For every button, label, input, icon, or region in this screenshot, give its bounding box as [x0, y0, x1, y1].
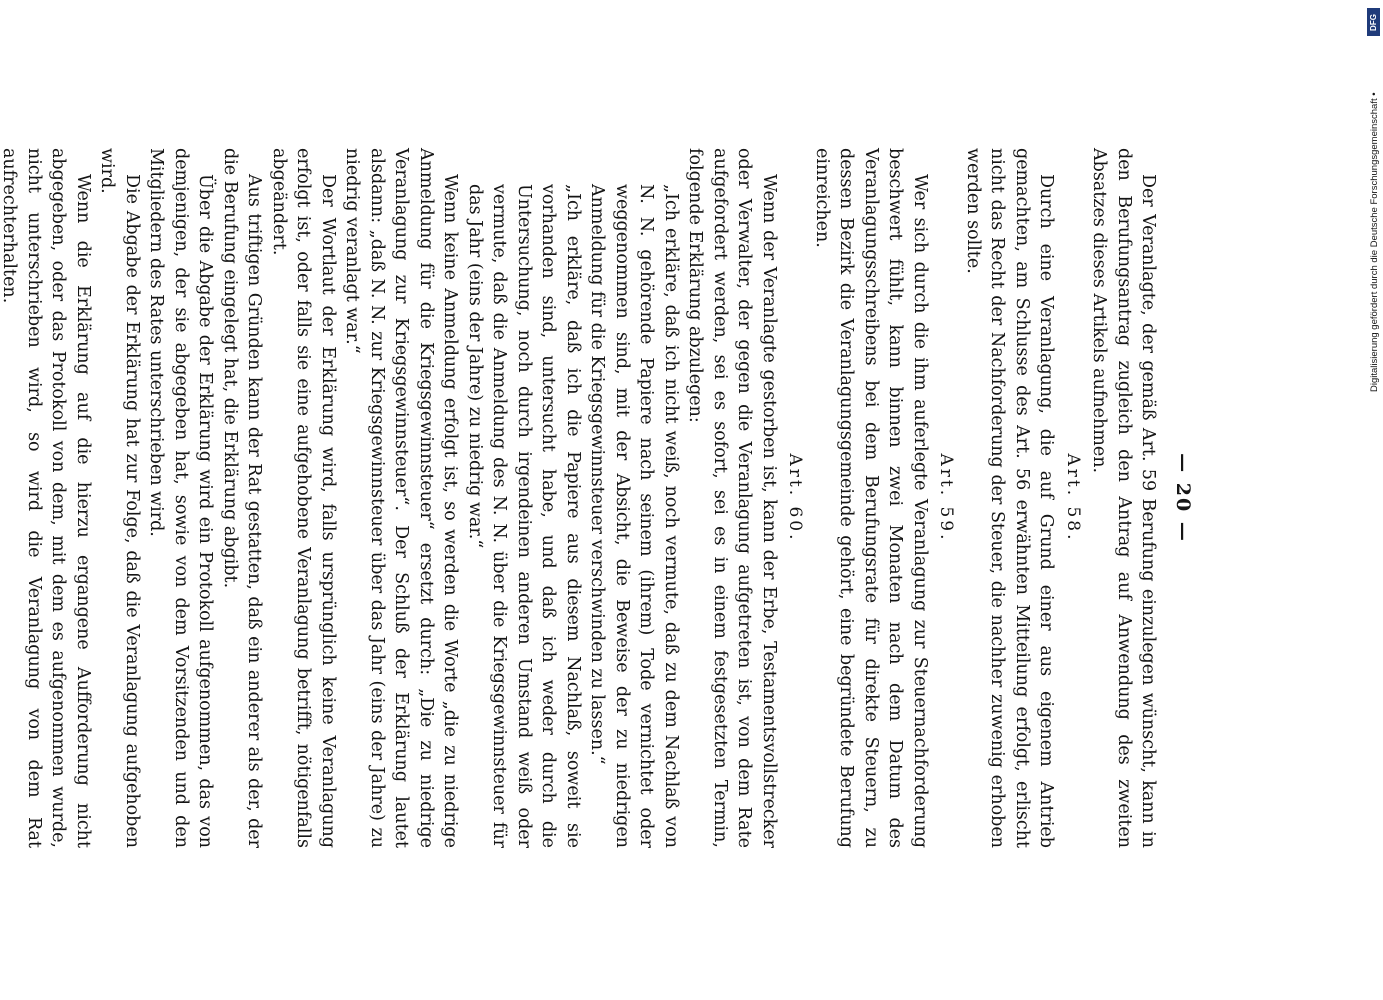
paragraph-folge: Die Abgabe der Erklärung hat zur Folge, daß die Veranlagung aufgehoben wird. — [97, 148, 142, 848]
paragraph-keine-anmeldung: Wenn keine Anmeldung erfolgt ist, so werden die Worte „die zu niedrige Anmeldung für die Kriegsgewinnsteuer“ ersetzt durch: „Die zu niedrige Veranlagung zur Kriegsgewinnsteuer“. Der Schluß der Erklärung lautet alsdann: „daß N. N. zur Kriegsgewinnsteuer über das Jahr (eins der Jahre) zu niedrig veranlagt war.“ — [342, 148, 461, 848]
paragraph-wortlaut: Der Wortlaut der Erklärung wird, falls ursprünglich keine Veranlagung erfolgt ist, oder falls sie eine aufgehobene Veranlagung betrifft, nötigenfalls abgeändert. — [269, 148, 338, 848]
article-heading-58: Art. 58. — [1063, 453, 1083, 543]
paragraph-triftige-gruende: Aus triftigen Gründen kann der Rat gestatten, daß ein anderer als der, der die Berufung eingelegt hat, die Erklärung abgibt. — [220, 148, 265, 848]
page-body-rotated — [0, 148, 1195, 848]
paragraph-berufungsantrag: Der Veranlagte, der gemäß Art. 59 Berufung einzulegen wünscht, kann in den Berufungsantrag zugleich den Antrag auf Anwendung des zweiten Absatzes dieses Artikels aufnehmen. — [1089, 148, 1159, 848]
paragraph-aufrechterhalten: Wenn die Erklärung auf die hierzu ergangene Aufforderung nicht abgegeben, oder das Protokoll von dem, mit dem es aufgenommen wurde, nicht unterschrieben wird, so wird die Veranlagung von dem Rat aufrechterhalten. — [0, 148, 93, 848]
declaration-quote-1: „Ich erkläre, daß ich nicht weiß, noch vermute, daß zu dem Nachlaß von N. N. gehörende Papiere nach seinem (ihrem) Tode vernichtet oder weggenommen sind, mit der Absicht, die Beweise der zu niedrigen Anmeldung für die Kriegsgewinnsteuer verschwinden zu lassen.“ — [587, 184, 681, 848]
article-heading-59: Art. 59. — [936, 453, 957, 543]
paragraph-art58: Durch eine Veranlagung, die auf Grund einer aus eigenem Antrieb gemachten, am Schlusse des Art. 56 erwähnten Mitteilung erfolgt, erlischt nicht das Recht der Nachforderung der Steuer, die nachher zuwenig erhoben werden sollte. — [963, 148, 1057, 848]
article-heading-60: Art. 60. — [785, 453, 806, 543]
digitization-credit: Digitalisierung gefördert durch die Deutsche Forschungsgemeinschaft • — [1369, 92, 1380, 392]
page-number: — 20 — — [1172, 453, 1194, 543]
dfg-logo-text: DFG — [1369, 13, 1379, 31]
declaration-quote-2: „Ich erkläre, daß ich die Papiere aus diesem Nachlaß, soweit sie vorhanden sind, untersucht habe, und daß ich weder durch die Untersuchung, noch durch irgendeinen anderen Umstand weiß oder vermute, daß die Anmeldung des N. N. über die Kriegsgewinnsteuer für das Jahr (eins der Jahre) zu niedrig war.“ — [465, 184, 583, 848]
paragraph-art60: Wenn der Veranlagte gestorben ist, kann der Erbe, Testamentsvollstrecker oder Verwalter, der gegen die Veranlagung aufgetreten ist, von dem Rate aufgefordert werden, sei es sofort, sei es in einem festgesetzten Termin, folgende Erklärung abzulegen: — [685, 148, 779, 848]
paragraph-protokoll: Über die Abgabe der Erklärung wird ein Protokoll aufgenommen, das von demjenigen, der sie abgegeben hat, sowie von dem Vorsitzenden und den Mitgliedern des Rates unterschrieben wird. — [146, 148, 216, 848]
dfg-logo — [1367, 8, 1380, 36]
paragraph-art59: Wer sich durch die ihm auferlegte Veranlagung zur Steuernachforderung beschwert fühlt, kann binnen zwei Monaten nach dem Datum des Veranlagungsschreibens bei dem Berufungsrate für direkte Steuern, zu dessen Bezirk die Veranlagungsgemeinde gehört, eine begründete Berufung einreichen. — [812, 148, 930, 848]
